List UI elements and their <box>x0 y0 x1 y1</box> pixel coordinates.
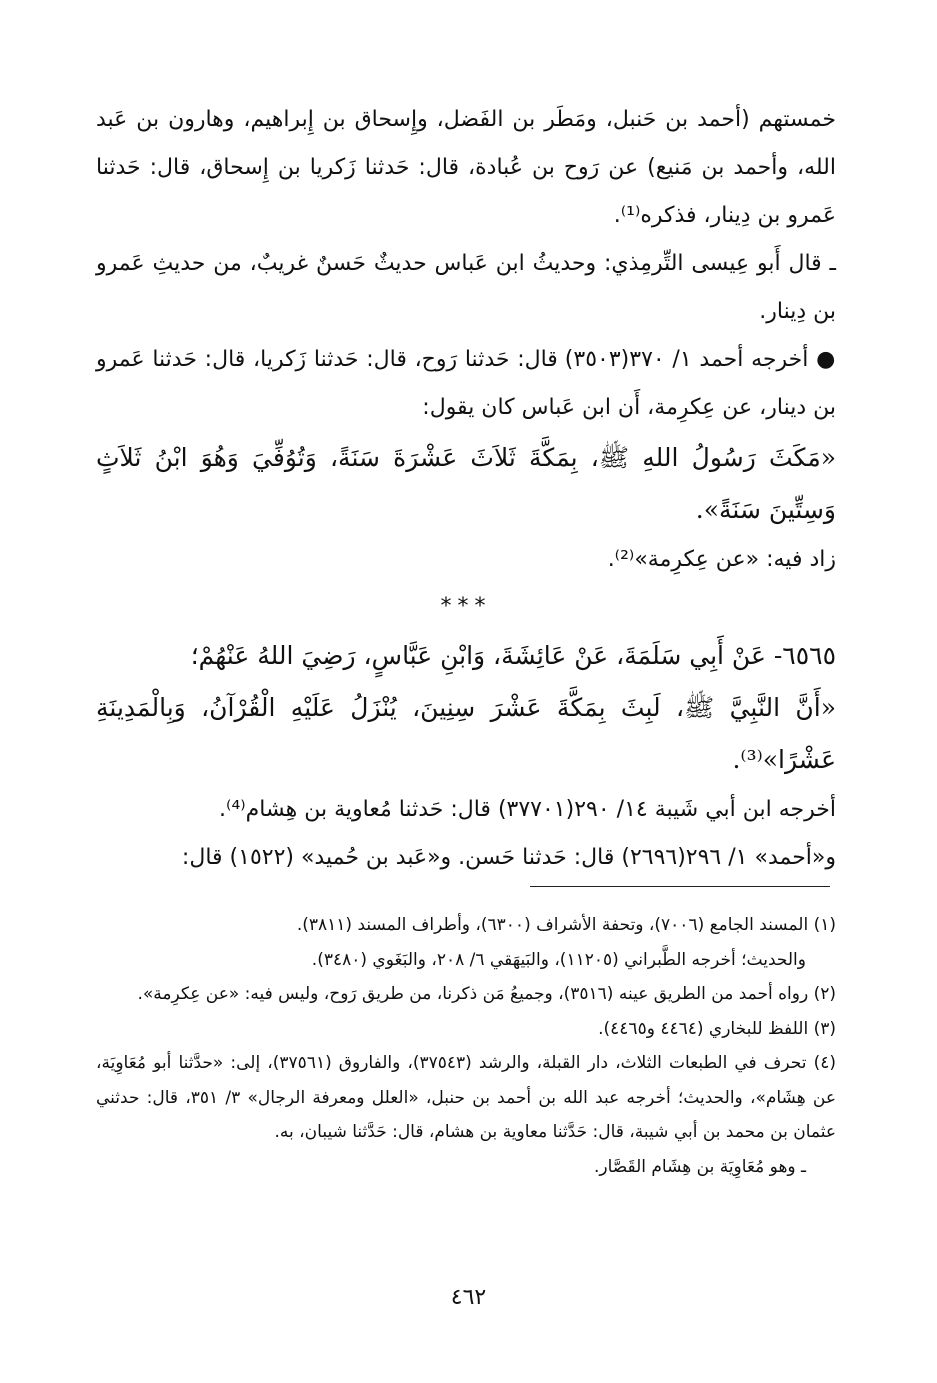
footnote-4: (٤) تحرف في الطبعات الثلاث، دار القبلة، والرشد (٣٧٥٤٣)، والفاروق (٣٧٥٦١)، إلى: «حدَّثنا أبو مُعَاوِيَة، عن هِشَام»، والحديث؛ أخرجه عبد الله بن أحمد بن حنبل، «العلل ومعرفة الرجال» ٣/ ٣٥١، قال: حدثني عثمان بن محمد بن أبي شيبة، قال: حَدَّثنا معاوية بن هشام، قال: حَدَّثنا شيبان، به. <box>96 1053 836 1142</box>
paragraph-addition: زاد فيه: «عن عِكرِمة»⁽²⁾. <box>607 547 836 572</box>
hadith-number-heading: ٦٥٦٥- عَنْ أَبِي سَلَمَةَ، عَنْ عَائِشَةَ، وَابْنِ عَبَّاسٍ، رَضِيَ اللهُ عَنْهُمْ؛ <box>190 641 836 670</box>
footnote-1: (١) المسند الجامع (٧٠٠٦)، وتحفة الأشراف (٦٣٠٠)، وأطراف المسند (٣٨١١). <box>296 915 836 935</box>
paragraph-tirmidhi-comment: ـ قال أَبو عِيسى التِّرمِذي: وحديثُ ابن عَباس حديثٌ حَسنٌ غريبٌ، من حديثِ عَمرو بن دِينار. <box>96 251 836 324</box>
main-text <box>96 96 836 882</box>
paragraph-ahmad-takhrij: ● أخرجه أحمد ١/ ٣٧٠(٣٥٠٣) قال: حَدثنا رَوح، قال: حَدثنا زَكريا، قال: حَدثنا عَمرو بن دينار، عن عِكرِمة، أَن ابن عَباس كان يقول: <box>96 347 836 420</box>
hadith-text-2: «أَنَّ النَّبِيَّ ﷺ، لَبِثَ بِمَكَّةَ عَشْرَ سِنِينَ، يُنْزَلُ عَلَيْهِ الْقُرْآنُ، وَبِالْمَدِينَةِ عَشْرًا»⁽³⁾. <box>96 693 836 774</box>
footnotes <box>96 908 836 1184</box>
paragraph-ibn-abi-shayba: أخرجه ابن أبي شَيبة ١٤/ ٢٩٠(٣٧٧٠١) قال: حَدثنا مُعاوية بن هِشام⁽⁴⁾. <box>219 797 836 822</box>
hadith-text: «مَكَثَ رَسُولُ اللهِ ﷺ، بِمَكَّةَ ثَلاَثَ عَشْرَةَ سَنَةً، وَتُوُفِّيَ وَهُوَ ابْنُ ثَلاَثٍ وَسِتِّينَ سَنَةً». <box>96 443 836 524</box>
footnote-1-continued: والحديث؛ أخرجه الطَّبراني (١١٢٠٥)، والبَيهَقي ٦/ ٢٠٨، والبَغَوي (٣٤٨٠). <box>311 949 806 970</box>
page-number: ٤٦٢ <box>450 1285 487 1310</box>
paragraph-chain-narrators: خمستهم (أحمد بن حَنبل، ومَطَر بن الفَضل، وإِسحاق بن إِبراهيم، وهارون بن عَبد الله، وأحمد بن مَنيع) عن رَوح بن عُبادة، قال: حَدثنا زَكريا بن إِسحاق، قال: حَدثنا عَمرو بن دِينار، فذكره⁽¹⁾. <box>96 107 836 228</box>
paragraph-ahmad-abd: و«أحمد» ١/ ٢٩٦(٢٦٩٦) قال: حَدثنا حَسن. و«عَبد بن حُميد» (١٥٢٢) قال: <box>181 845 836 870</box>
footnote-3: (٣) اللفظ للبخاري (٤٤٦٤ و٤٤٦٥). <box>598 1018 836 1039</box>
section-separator: *** <box>440 594 492 619</box>
footnote-divider <box>530 886 830 887</box>
footnote-4-continued: ـ وهو مُعَاوِيَة بن هِشَام القَصَّار. <box>593 1156 806 1177</box>
footnote-2: (٢) رواه أحمد من الطريق عينه (٣٥١٦)، وجميعُ مَن ذكرنا، من طريق رَوح، وليس فيه: «عن عِكرِمة». <box>137 984 836 1004</box>
